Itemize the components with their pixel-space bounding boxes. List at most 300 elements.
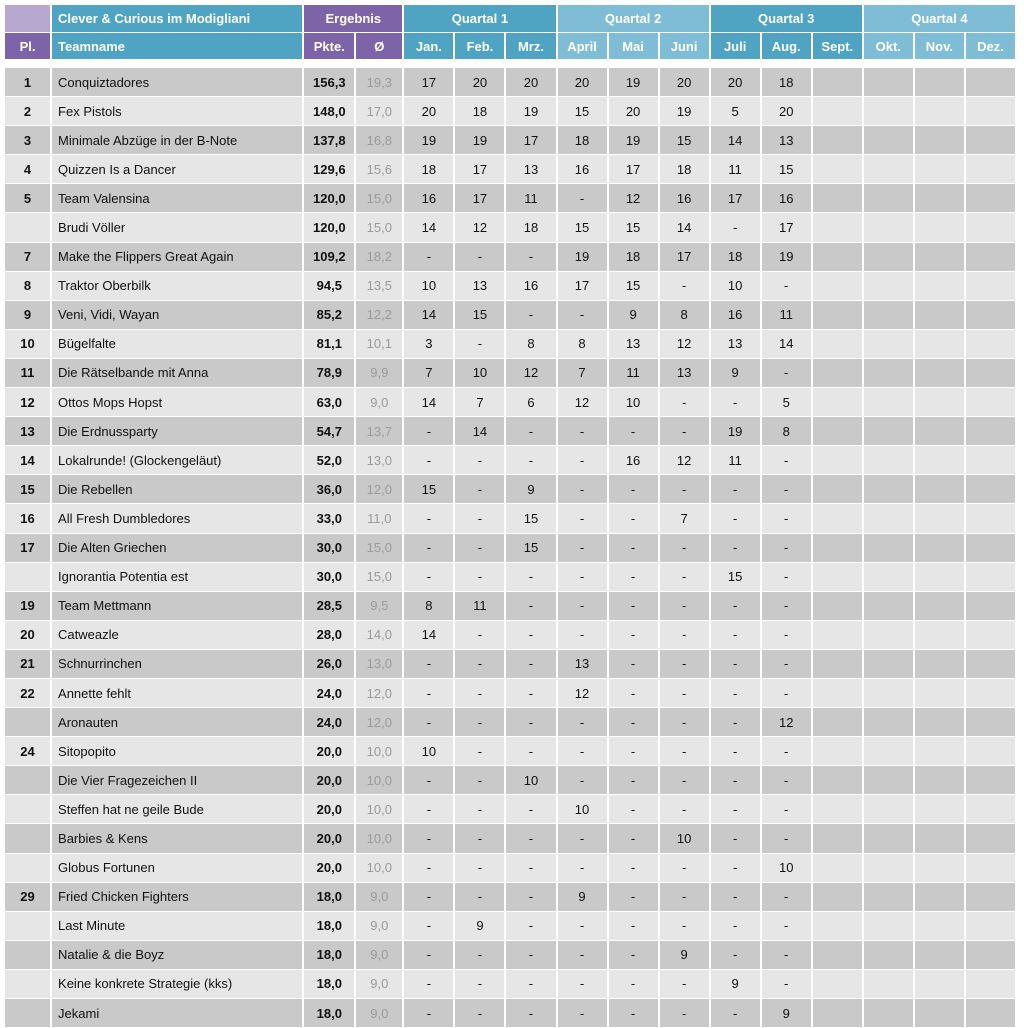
month-score-cell: - bbox=[557, 824, 608, 853]
points-cell: 85,2 bbox=[303, 300, 355, 329]
team-name-cell: Conquiztadores bbox=[51, 68, 303, 97]
rank-cell: 22 bbox=[5, 678, 51, 707]
month-score-cell bbox=[965, 417, 1016, 446]
table-row bbox=[5, 795, 1016, 824]
month-score-cell: - bbox=[454, 795, 505, 824]
month-score-cell bbox=[863, 504, 914, 533]
month-score-cell: - bbox=[608, 737, 659, 766]
quarter-3-header: Quartal 3 bbox=[710, 5, 863, 33]
month-score-cell: - bbox=[659, 911, 710, 940]
rank-cell bbox=[5, 911, 51, 940]
month-score-cell bbox=[965, 795, 1016, 824]
month-score-cell: 18 bbox=[761, 68, 812, 97]
column-header-6[interactable]: Mrz. bbox=[505, 33, 556, 60]
month-score-cell: - bbox=[557, 969, 608, 998]
month-score-cell bbox=[965, 533, 1016, 562]
team-name-cell: Veni, Vidi, Wayan bbox=[51, 300, 303, 329]
month-score-cell: 12 bbox=[659, 446, 710, 475]
team-name-cell: Sitopopito bbox=[51, 737, 303, 766]
month-score-cell: 16 bbox=[505, 271, 556, 300]
month-score-cell bbox=[812, 824, 863, 853]
month-score-cell bbox=[914, 417, 965, 446]
month-score-cell: - bbox=[557, 184, 608, 213]
table-row bbox=[5, 533, 1016, 562]
month-score-cell bbox=[914, 126, 965, 155]
table-row bbox=[5, 591, 1016, 620]
month-score-cell: 15 bbox=[761, 155, 812, 184]
month-score-cell bbox=[914, 504, 965, 533]
month-score-cell bbox=[812, 940, 863, 969]
column-header-12[interactable]: Sept. bbox=[812, 33, 863, 60]
month-score-cell: - bbox=[505, 417, 556, 446]
month-score-cell: 17 bbox=[659, 242, 710, 271]
month-score-cell bbox=[863, 446, 914, 475]
points-cell: 18,0 bbox=[303, 911, 355, 940]
month-score-cell: - bbox=[505, 242, 556, 271]
month-score-cell bbox=[863, 475, 914, 504]
team-name-cell: Fried Chicken Fighters bbox=[51, 882, 303, 911]
month-score-cell bbox=[812, 853, 863, 882]
month-score-cell: - bbox=[505, 940, 556, 969]
table-row bbox=[5, 649, 1016, 678]
month-score-cell bbox=[965, 649, 1016, 678]
month-score-cell: - bbox=[505, 824, 556, 853]
column-header-4[interactable]: Jan. bbox=[403, 33, 454, 60]
month-score-cell: 11 bbox=[505, 184, 556, 213]
month-score-cell: - bbox=[403, 562, 454, 591]
month-score-cell: - bbox=[608, 853, 659, 882]
column-header-1[interactable]: Teamname bbox=[51, 33, 303, 60]
month-score-cell: 13 bbox=[608, 329, 659, 358]
month-score-cell bbox=[863, 882, 914, 911]
month-score-cell bbox=[863, 911, 914, 940]
month-score-cell: - bbox=[454, 562, 505, 591]
column-header-11[interactable]: Aug. bbox=[761, 33, 812, 60]
rank-cell bbox=[5, 824, 51, 853]
column-header-10[interactable]: Juli bbox=[710, 33, 761, 60]
month-score-cell: 10 bbox=[505, 766, 556, 795]
month-score-cell bbox=[965, 68, 1016, 97]
month-score-cell: 15 bbox=[557, 213, 608, 242]
table-row bbox=[5, 562, 1016, 591]
month-score-cell: 20 bbox=[454, 68, 505, 97]
table-row bbox=[5, 766, 1016, 795]
month-score-cell bbox=[965, 358, 1016, 387]
average-cell: 10,0 bbox=[355, 766, 403, 795]
points-cell: 20,0 bbox=[303, 795, 355, 824]
month-score-cell bbox=[812, 533, 863, 562]
column-header-14[interactable]: Nov. bbox=[914, 33, 965, 60]
month-score-cell: 18 bbox=[659, 155, 710, 184]
month-score-cell: - bbox=[403, 417, 454, 446]
month-score-cell: - bbox=[505, 969, 556, 998]
month-score-cell bbox=[914, 999, 965, 1028]
average-cell: 15,0 bbox=[355, 562, 403, 591]
header-row-columns bbox=[5, 33, 1016, 60]
month-score-cell: 9 bbox=[505, 475, 556, 504]
team-name-cell: Last Minute bbox=[51, 911, 303, 940]
month-score-cell: 9 bbox=[659, 940, 710, 969]
month-score-cell bbox=[914, 737, 965, 766]
month-score-cell: - bbox=[761, 795, 812, 824]
month-score-cell: - bbox=[710, 737, 761, 766]
rank-cell bbox=[5, 766, 51, 795]
points-cell: 156,3 bbox=[303, 68, 355, 97]
points-cell: 24,0 bbox=[303, 678, 355, 707]
team-name-cell: Catweazle bbox=[51, 620, 303, 649]
month-score-cell: 16 bbox=[608, 446, 659, 475]
month-score-cell bbox=[914, 300, 965, 329]
average-cell: 13,7 bbox=[355, 417, 403, 446]
month-score-cell bbox=[914, 242, 965, 271]
month-score-cell bbox=[863, 271, 914, 300]
average-cell: 14,0 bbox=[355, 620, 403, 649]
table-title: Clever & Curious im Modigliani bbox=[51, 5, 303, 33]
team-name-cell: Die Rebellen bbox=[51, 475, 303, 504]
rank-cell: 29 bbox=[5, 882, 51, 911]
month-score-cell: - bbox=[710, 708, 761, 737]
month-score-cell bbox=[812, 329, 863, 358]
month-score-cell: - bbox=[454, 708, 505, 737]
month-score-cell: - bbox=[505, 882, 556, 911]
month-score-cell: 13 bbox=[659, 358, 710, 387]
average-cell: 15,6 bbox=[355, 155, 403, 184]
month-score-cell bbox=[914, 533, 965, 562]
month-score-cell: 16 bbox=[557, 155, 608, 184]
average-cell: 11,0 bbox=[355, 504, 403, 533]
month-score-cell: 9 bbox=[454, 911, 505, 940]
average-cell: 16,8 bbox=[355, 126, 403, 155]
month-score-cell: - bbox=[710, 213, 761, 242]
month-score-cell: 18 bbox=[608, 242, 659, 271]
month-score-cell bbox=[914, 853, 965, 882]
month-score-cell bbox=[863, 853, 914, 882]
table-row bbox=[5, 824, 1016, 853]
month-score-cell: 7 bbox=[454, 388, 505, 417]
month-score-cell bbox=[863, 97, 914, 126]
month-score-cell: - bbox=[454, 649, 505, 678]
month-score-cell bbox=[965, 213, 1016, 242]
month-score-cell bbox=[812, 882, 863, 911]
month-score-cell bbox=[965, 329, 1016, 358]
month-score-cell bbox=[863, 184, 914, 213]
month-score-cell: 16 bbox=[710, 300, 761, 329]
month-score-cell: - bbox=[505, 300, 556, 329]
team-name-cell: Team Valensina bbox=[51, 184, 303, 213]
column-header-13[interactable]: Okt. bbox=[863, 33, 914, 60]
points-cell: 18,0 bbox=[303, 999, 355, 1028]
month-score-cell: - bbox=[557, 708, 608, 737]
average-cell: 9,9 bbox=[355, 358, 403, 387]
month-score-cell bbox=[812, 155, 863, 184]
month-score-cell: - bbox=[557, 533, 608, 562]
column-header-5[interactable]: Feb. bbox=[454, 33, 505, 60]
month-score-cell bbox=[812, 242, 863, 271]
month-score-cell bbox=[812, 184, 863, 213]
month-score-cell bbox=[914, 155, 965, 184]
month-score-cell: 20 bbox=[761, 97, 812, 126]
month-score-cell bbox=[965, 184, 1016, 213]
month-score-cell: - bbox=[761, 766, 812, 795]
month-score-cell bbox=[812, 766, 863, 795]
month-score-cell: - bbox=[608, 620, 659, 649]
month-score-cell: - bbox=[403, 533, 454, 562]
month-score-cell bbox=[863, 766, 914, 795]
month-score-cell: - bbox=[710, 388, 761, 417]
month-score-cell bbox=[812, 591, 863, 620]
month-score-cell: 7 bbox=[403, 358, 454, 387]
month-score-cell: - bbox=[710, 649, 761, 678]
month-score-cell: 10 bbox=[761, 853, 812, 882]
points-cell: 63,0 bbox=[303, 388, 355, 417]
month-score-cell: 15 bbox=[403, 475, 454, 504]
month-score-cell: - bbox=[710, 678, 761, 707]
rank-cell bbox=[5, 213, 51, 242]
month-score-cell: - bbox=[761, 678, 812, 707]
table-row bbox=[5, 969, 1016, 998]
month-score-cell: - bbox=[659, 620, 710, 649]
month-score-cell: - bbox=[608, 591, 659, 620]
month-score-cell: - bbox=[761, 620, 812, 649]
month-score-cell bbox=[863, 620, 914, 649]
rank-cell bbox=[5, 969, 51, 998]
team-name-cell: Barbies & Kens bbox=[51, 824, 303, 853]
month-score-cell: - bbox=[454, 533, 505, 562]
month-score-cell: 15 bbox=[608, 271, 659, 300]
month-score-cell: 18 bbox=[710, 242, 761, 271]
points-cell: 28,0 bbox=[303, 620, 355, 649]
average-cell: 10,1 bbox=[355, 329, 403, 358]
month-score-cell: 13 bbox=[557, 649, 608, 678]
month-score-cell: - bbox=[761, 446, 812, 475]
team-name-cell: Lokalrunde! (Glockengeläut) bbox=[51, 446, 303, 475]
month-score-cell bbox=[914, 940, 965, 969]
column-header-15[interactable]: Dez. bbox=[965, 33, 1016, 60]
month-score-cell: - bbox=[659, 591, 710, 620]
team-name-cell: Ignorantia Potentia est bbox=[51, 562, 303, 591]
month-score-cell: 17 bbox=[608, 155, 659, 184]
month-score-cell: 14 bbox=[761, 329, 812, 358]
month-score-cell bbox=[812, 417, 863, 446]
team-name-cell: Team Mettmann bbox=[51, 591, 303, 620]
points-cell: 26,0 bbox=[303, 649, 355, 678]
month-score-cell: - bbox=[659, 737, 710, 766]
average-cell: 9,0 bbox=[355, 911, 403, 940]
points-cell: 81,1 bbox=[303, 329, 355, 358]
column-header-3[interactable]: Ø bbox=[355, 33, 403, 60]
rank-cell bbox=[5, 562, 51, 591]
month-score-cell: - bbox=[761, 271, 812, 300]
month-score-cell bbox=[812, 678, 863, 707]
month-score-cell: 10 bbox=[710, 271, 761, 300]
month-score-cell bbox=[914, 708, 965, 737]
month-score-cell: 11 bbox=[608, 358, 659, 387]
month-score-cell bbox=[812, 620, 863, 649]
month-score-cell: - bbox=[505, 911, 556, 940]
month-score-cell: - bbox=[557, 999, 608, 1028]
month-score-cell: - bbox=[761, 824, 812, 853]
month-score-cell bbox=[812, 475, 863, 504]
month-score-cell: - bbox=[403, 242, 454, 271]
month-score-cell: - bbox=[454, 678, 505, 707]
column-header-8[interactable]: Mai bbox=[608, 33, 659, 60]
month-score-cell: 14 bbox=[403, 388, 454, 417]
month-score-cell: 10 bbox=[454, 358, 505, 387]
month-score-cell: - bbox=[608, 475, 659, 504]
month-score-cell: - bbox=[403, 824, 454, 853]
month-score-cell bbox=[914, 824, 965, 853]
month-score-cell bbox=[863, 329, 914, 358]
month-score-cell: 17 bbox=[403, 68, 454, 97]
ranking-table bbox=[5, 5, 1017, 1028]
month-score-cell bbox=[965, 388, 1016, 417]
team-name-cell: Globus Fortunen bbox=[51, 853, 303, 882]
month-score-cell: - bbox=[659, 678, 710, 707]
month-score-cell: 14 bbox=[454, 417, 505, 446]
month-score-cell bbox=[965, 97, 1016, 126]
points-cell: 148,0 bbox=[303, 97, 355, 126]
column-header-0[interactable]: Pl. bbox=[5, 33, 51, 60]
month-score-cell: - bbox=[454, 737, 505, 766]
month-score-cell: - bbox=[608, 969, 659, 998]
month-score-cell bbox=[914, 475, 965, 504]
month-score-cell: - bbox=[403, 882, 454, 911]
month-score-cell: 9 bbox=[710, 969, 761, 998]
month-score-cell: - bbox=[505, 999, 556, 1028]
average-cell: 9,0 bbox=[355, 940, 403, 969]
table-row bbox=[5, 940, 1016, 969]
month-score-cell bbox=[812, 969, 863, 998]
month-score-cell: 14 bbox=[710, 126, 761, 155]
rank-cell: 12 bbox=[5, 388, 51, 417]
table-row bbox=[5, 68, 1016, 97]
month-score-cell: 19 bbox=[454, 126, 505, 155]
average-cell: 9,0 bbox=[355, 882, 403, 911]
month-score-cell: - bbox=[659, 795, 710, 824]
month-score-cell: - bbox=[454, 504, 505, 533]
month-score-cell: - bbox=[557, 446, 608, 475]
month-score-cell: 8 bbox=[505, 329, 556, 358]
month-score-cell: - bbox=[454, 766, 505, 795]
month-score-cell: - bbox=[403, 504, 454, 533]
month-score-cell bbox=[914, 766, 965, 795]
points-cell: 54,7 bbox=[303, 417, 355, 446]
month-score-cell: - bbox=[710, 475, 761, 504]
month-score-cell: - bbox=[659, 969, 710, 998]
month-score-cell: - bbox=[659, 882, 710, 911]
month-score-cell: - bbox=[454, 446, 505, 475]
column-header-7[interactable]: April bbox=[557, 33, 608, 60]
rank-cell: 11 bbox=[5, 358, 51, 387]
month-score-cell: 10 bbox=[659, 824, 710, 853]
column-header-2[interactable]: Pkte. bbox=[303, 33, 355, 60]
month-score-cell: 19 bbox=[557, 242, 608, 271]
rank-cell: 7 bbox=[5, 242, 51, 271]
column-header-9[interactable]: Juni bbox=[659, 33, 710, 60]
rank-cell: 10 bbox=[5, 329, 51, 358]
month-score-cell: 19 bbox=[505, 97, 556, 126]
month-score-cell: 18 bbox=[557, 126, 608, 155]
quarter-4-header: Quartal 4 bbox=[863, 5, 1016, 33]
team-name-cell: Brudi Völler bbox=[51, 213, 303, 242]
table-row bbox=[5, 155, 1016, 184]
rank-cell: 5 bbox=[5, 184, 51, 213]
month-score-cell: 11 bbox=[761, 300, 812, 329]
month-score-cell: - bbox=[454, 969, 505, 998]
rank-cell: 4 bbox=[5, 155, 51, 184]
month-score-cell: - bbox=[403, 708, 454, 737]
month-score-cell: - bbox=[761, 533, 812, 562]
points-cell: 129,6 bbox=[303, 155, 355, 184]
rank-cell bbox=[5, 940, 51, 969]
month-score-cell bbox=[914, 649, 965, 678]
month-score-cell: - bbox=[557, 591, 608, 620]
month-score-cell: 19 bbox=[659, 97, 710, 126]
month-score-cell: 15 bbox=[608, 213, 659, 242]
month-score-cell: - bbox=[403, 940, 454, 969]
team-name-cell: Ottos Mops Hopst bbox=[51, 388, 303, 417]
month-score-cell: 14 bbox=[403, 620, 454, 649]
table-row bbox=[5, 999, 1016, 1028]
month-score-cell bbox=[914, 97, 965, 126]
month-score-cell bbox=[812, 300, 863, 329]
table-row bbox=[5, 358, 1016, 387]
month-score-cell: 10 bbox=[557, 795, 608, 824]
average-cell: 10,0 bbox=[355, 824, 403, 853]
rank-cell: 8 bbox=[5, 271, 51, 300]
month-score-cell bbox=[914, 388, 965, 417]
month-score-cell: - bbox=[557, 562, 608, 591]
result-header: Ergebnis bbox=[303, 5, 403, 33]
month-score-cell bbox=[863, 737, 914, 766]
month-score-cell: 19 bbox=[761, 242, 812, 271]
table-row bbox=[5, 97, 1016, 126]
month-score-cell bbox=[965, 242, 1016, 271]
month-score-cell: - bbox=[608, 882, 659, 911]
month-score-cell: - bbox=[710, 620, 761, 649]
rank-cell: 3 bbox=[5, 126, 51, 155]
month-score-cell: 17 bbox=[557, 271, 608, 300]
month-score-cell bbox=[863, 68, 914, 97]
team-name-cell: Die Vier Fragezeichen II bbox=[51, 766, 303, 795]
table-row bbox=[5, 242, 1016, 271]
month-score-cell bbox=[863, 533, 914, 562]
month-score-cell: 8 bbox=[761, 417, 812, 446]
month-score-cell: - bbox=[710, 795, 761, 824]
rank-cell: 20 bbox=[5, 620, 51, 649]
rank-cell: 19 bbox=[5, 591, 51, 620]
month-score-cell bbox=[965, 504, 1016, 533]
month-score-cell: 20 bbox=[403, 97, 454, 126]
month-score-cell: - bbox=[403, 969, 454, 998]
rank-cell: 9 bbox=[5, 300, 51, 329]
month-score-cell: 12 bbox=[761, 708, 812, 737]
points-cell: 20,0 bbox=[303, 824, 355, 853]
rank-cell bbox=[5, 853, 51, 882]
month-score-cell: - bbox=[454, 824, 505, 853]
month-score-cell: 20 bbox=[608, 97, 659, 126]
month-score-cell: - bbox=[710, 911, 761, 940]
points-cell: 137,8 bbox=[303, 126, 355, 155]
month-score-cell: 16 bbox=[659, 184, 710, 213]
points-cell: 120,0 bbox=[303, 184, 355, 213]
month-score-cell: - bbox=[557, 300, 608, 329]
points-cell: 78,9 bbox=[303, 358, 355, 387]
month-score-cell: - bbox=[761, 969, 812, 998]
month-score-cell: - bbox=[505, 795, 556, 824]
rank-cell: 13 bbox=[5, 417, 51, 446]
month-score-cell: 18 bbox=[454, 97, 505, 126]
